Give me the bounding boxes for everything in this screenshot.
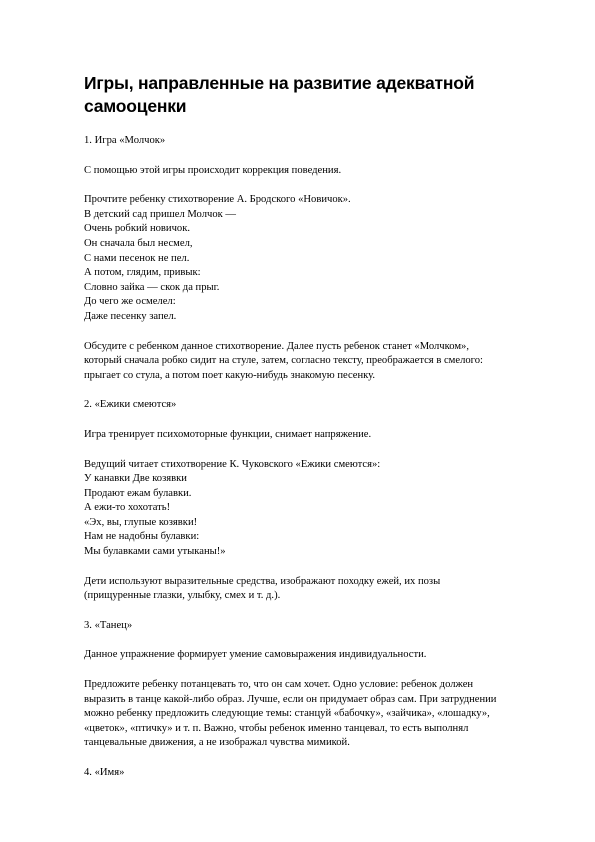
poem-line: А ежи-то хохотать! xyxy=(84,502,171,514)
text-line: (прищуренные глазки, улыбку, смех и т. д.). xyxy=(84,590,281,602)
text-line: Дети используют выразительные средства, изображают походку ежей, их позы xyxy=(84,575,441,587)
poem-intro: Прочтите ребенку стихотворение А. Бродского «Новичок». xyxy=(84,194,351,206)
text-line: танцевальные движения, а не изображал чувства мимикой. xyxy=(84,737,350,749)
section-heading: 3. «Танец» xyxy=(84,619,133,631)
title-line: Игры, направленные на развитие адекватной xyxy=(84,73,475,93)
poem-line: До чего же осмелел: xyxy=(84,296,176,308)
poem-line: «Эх, вы, глупые козявки! xyxy=(84,516,198,528)
paragraph: Игра тренирует психомоторные функции, снимает напряжение. xyxy=(84,428,372,440)
poem-block xyxy=(84,193,554,324)
poem-line: А потом, глядим, привык: xyxy=(84,267,201,279)
poem-line: С нами песенок не пел. xyxy=(84,252,190,264)
paragraph: С помощью этой игры происходит коррекция поведения. xyxy=(84,164,342,176)
poem-intro: Ведущий читает стихотворение К. Чуковского «Ежики смеются»: xyxy=(84,458,381,470)
poem-line: Очень робкий новичок. xyxy=(84,223,191,235)
text-line: «цветок», «птичку» и т. п. Важно, чтобы ребенок именно танцевал, то есть выполнял xyxy=(84,722,469,734)
page-title xyxy=(84,72,554,118)
poem-line: В детский сад пришел Молчок — xyxy=(84,208,237,220)
section-heading: 1. Игра «Молчок» xyxy=(84,135,166,146)
title-line: самооценки xyxy=(84,96,187,116)
poem-line: Нам не надобны булавки: xyxy=(84,531,200,543)
poem-line: Словно зайка — скок да прыг. xyxy=(84,281,220,293)
text-line: прыгает со стула, а потом поет какую-нибудь знакомую песенку. xyxy=(84,369,376,381)
document-body xyxy=(84,72,554,796)
text-line: Предложите ребенку потанцевать то, что он сам хочет. Одно условие: ребенок должен xyxy=(84,679,474,691)
text-line: Обсудите с ребенком данное стихотворение. Далее пусть ребенок станет «Молчком», xyxy=(84,340,469,352)
paragraph xyxy=(84,340,554,384)
poem-line: Продают ежам булавки. xyxy=(84,487,192,499)
paragraph xyxy=(84,678,554,751)
text-line: можно ребенку предложить следующие темы: станцуй «бабочку», «зайчика», «лошадку», xyxy=(84,708,490,720)
paragraph xyxy=(84,575,554,604)
paragraph: Данное упражнение формирует умение самовыражения индивидуальности. xyxy=(84,649,427,661)
text-line: выразить в танце какой-либо образ. Лучше, если он придумает образ сам. При затруднении xyxy=(84,693,497,705)
poem-line: Даже песенку запел. xyxy=(84,310,177,322)
section-heading: 4. «Имя» xyxy=(84,767,125,778)
poem-line: У канавки Две козявки xyxy=(84,473,187,485)
poem-line: Он сначала был несмел, xyxy=(84,237,193,249)
text-line: который сначала робко сидит на стуле, затем, согласно тексту, преображается в смелого: xyxy=(84,355,483,367)
section-heading: 2. «Ежики смеются» xyxy=(84,399,177,411)
poem-line: Мы булавками сами утыканы!» xyxy=(84,546,226,558)
poem-block xyxy=(84,458,554,560)
